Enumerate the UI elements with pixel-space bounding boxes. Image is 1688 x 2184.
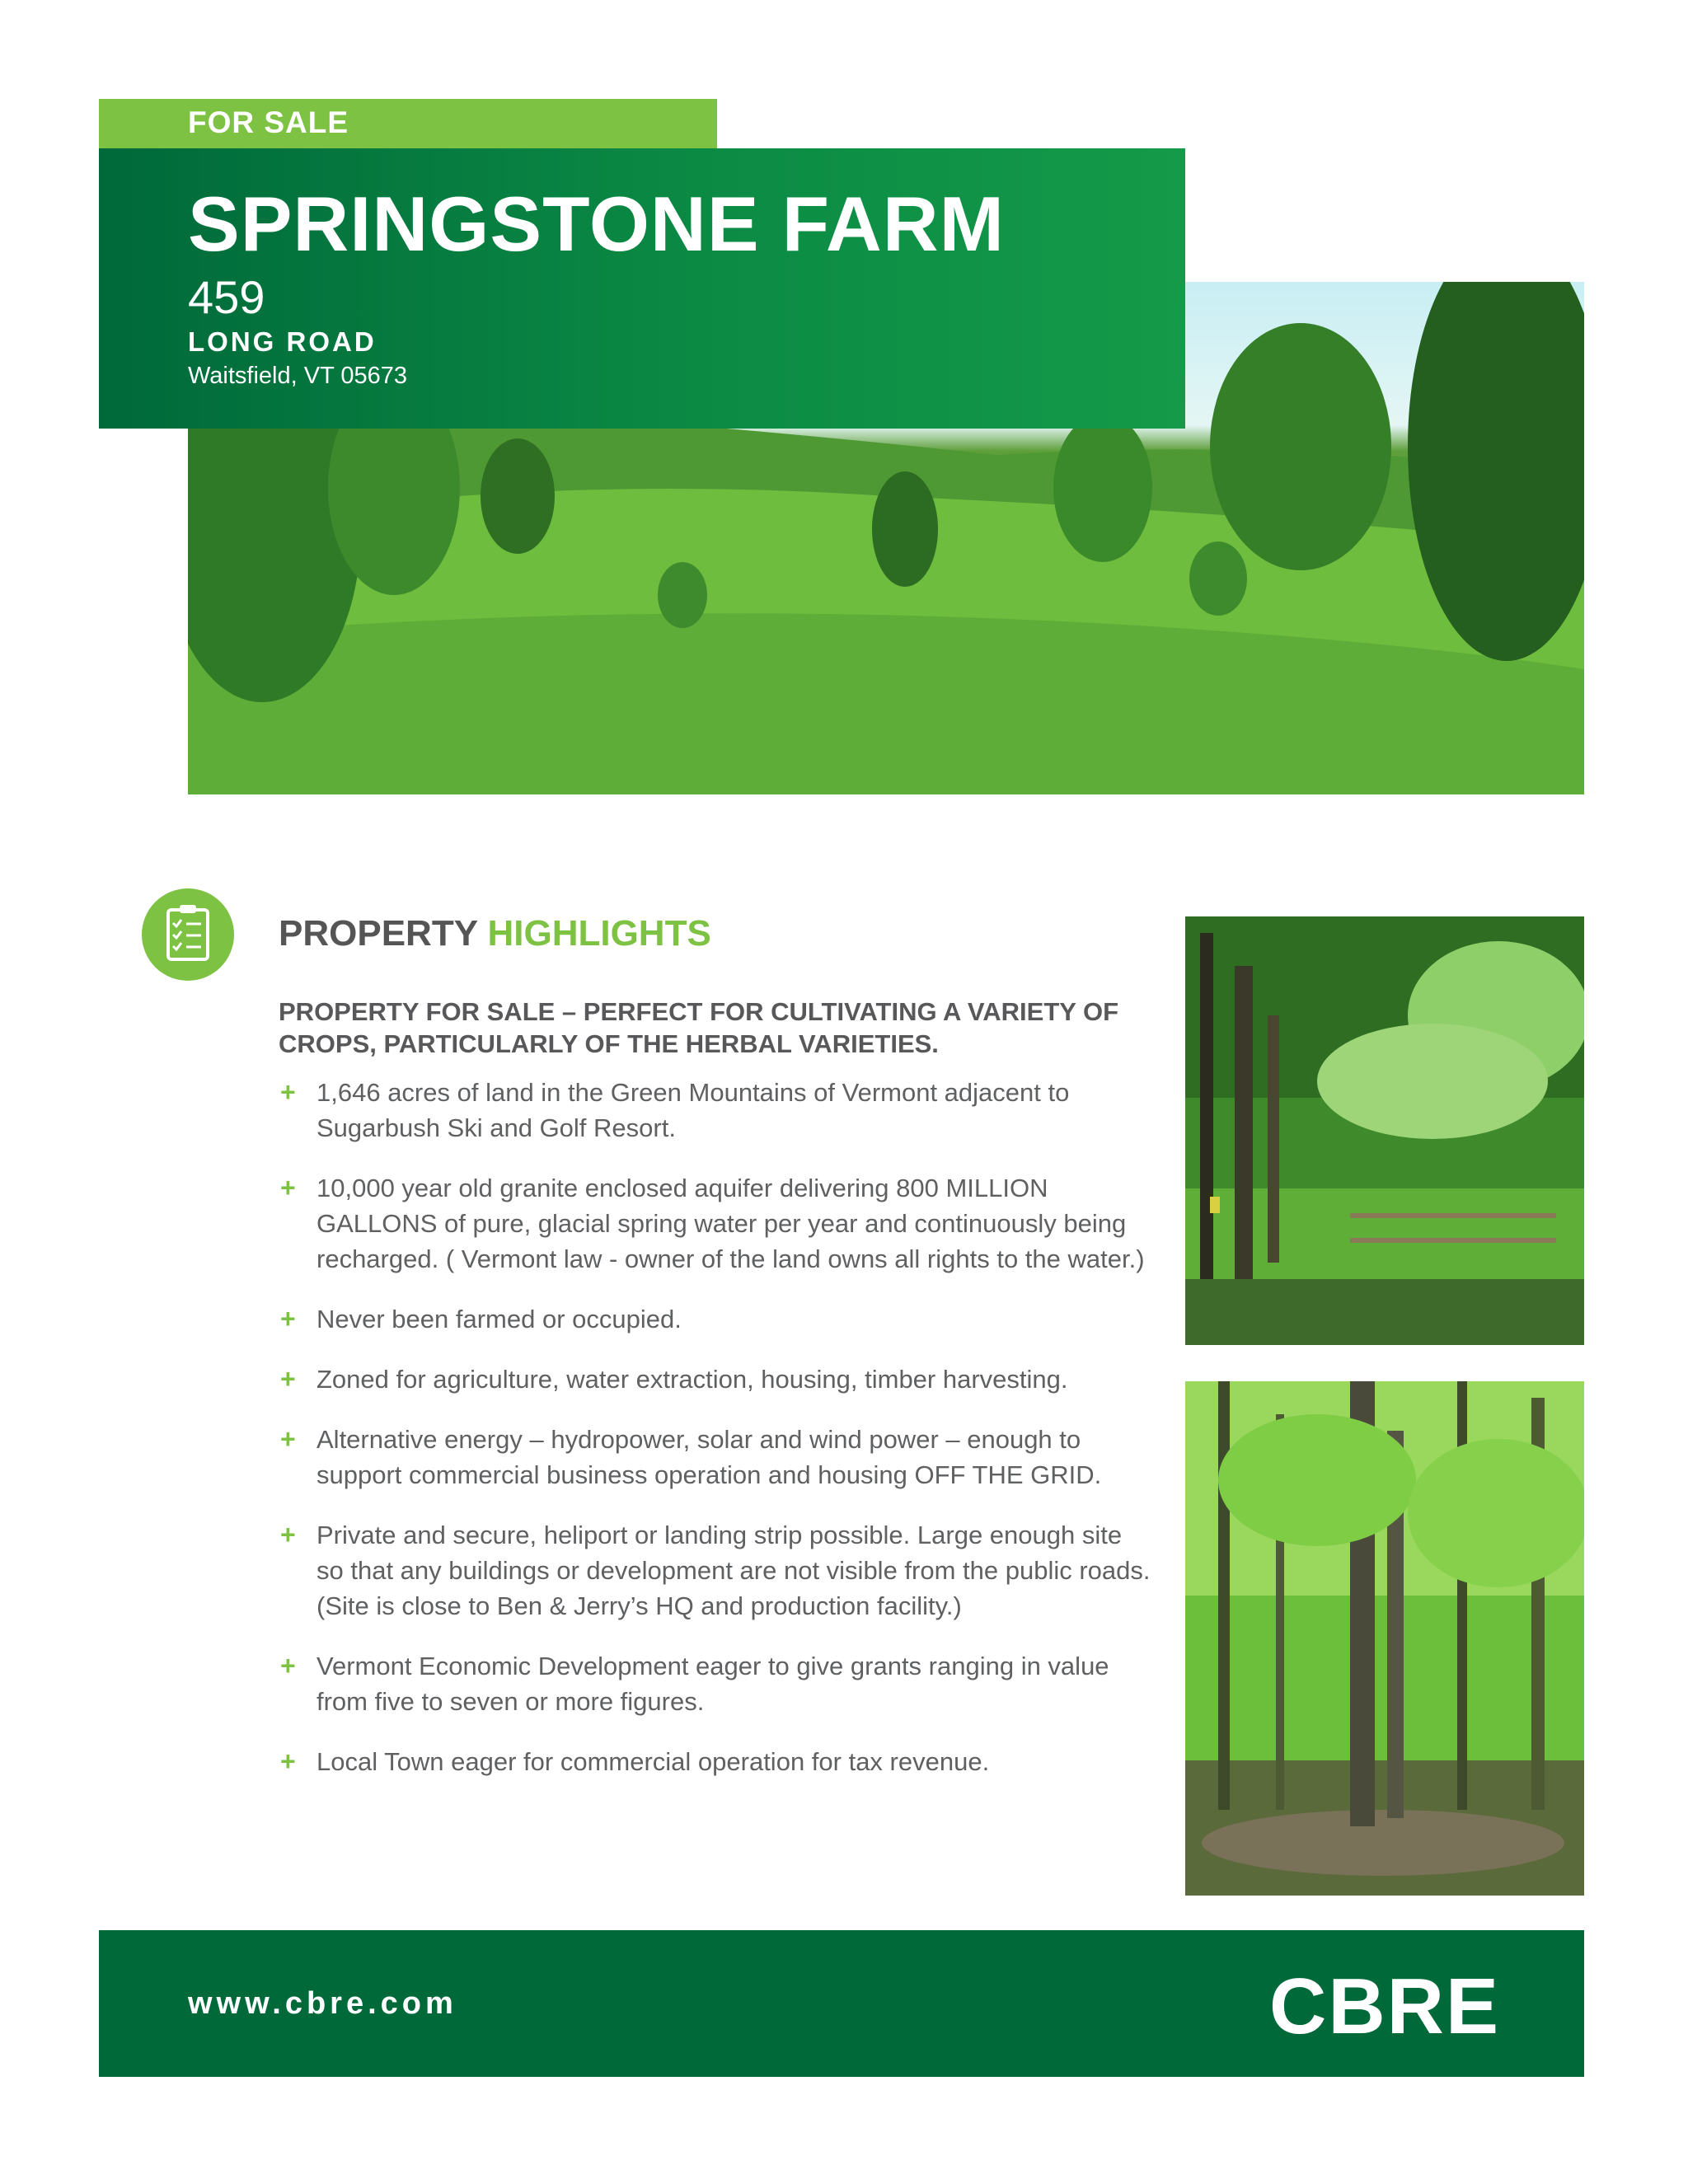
bullet-text: Alternative energy – hydropower, solar and wind power – enough to support commercial business operation and housing OFF THE GRID.: [316, 1425, 1102, 1489]
list-item: [279, 1517, 1152, 1624]
highlights-lead: PROPERTY FOR SALE – PERFECT FOR CULTIVATING A VARIETY OF CROPS, PARTICULARLY OF THE HERBAL VARIETIES.: [279, 997, 1119, 1058]
bullet-text: Zoned for agriculture, water extraction, housing, timber harvesting.: [316, 1365, 1068, 1394]
checklist-icon: [142, 888, 234, 981]
list-item: [279, 1648, 1152, 1719]
list-item: [279, 1170, 1152, 1277]
bullet-text: Private and secure, heliport or landing strip possible. Large enough site so that any buildings or development are not visible from the public roads. (Site is close to Ben & Jerry’s HQ and production facility.): [316, 1521, 1151, 1620]
footer-website-link[interactable]: www.cbre.com: [188, 1986, 457, 2021]
bullet-text: 10,000 year old granite enclosed aquifer delivering 800 MILLION GALLONS of pure, glacial spring water per year and continuously being recharged. ( Vermont law - owner of the land owns all rights to the water.): [316, 1174, 1145, 1273]
bullet-text: Vermont Economic Development eager to give grants ranging in value from five to seven or more figures.: [316, 1652, 1109, 1716]
plus-icon: +: [280, 1651, 296, 1680]
plus-icon: +: [280, 1746, 296, 1776]
list-item: [279, 1744, 1152, 1779]
address-street: LONG ROAD: [188, 326, 377, 357]
highlights-list: [279, 1075, 1152, 1804]
forest-gate-photo: [1185, 916, 1584, 1345]
plus-icon: +: [280, 1077, 296, 1107]
highlights-heading-part1: PROPERTY: [279, 913, 478, 954]
forest-trail-photo: [1185, 1381, 1584, 1896]
plus-icon: +: [280, 1304, 296, 1333]
list-item: [279, 1361, 1152, 1397]
bullet-text: Never been farmed or occupied.: [316, 1305, 682, 1333]
list-item: [279, 1301, 1152, 1337]
plus-icon: +: [280, 1364, 296, 1394]
highlights-heading: [279, 913, 711, 954]
bullet-text: 1,646 acres of land in the Green Mountains of Vermont adjacent to Sugarbush Ski and Golf Resort.: [316, 1078, 1070, 1142]
highlights-heading-part2: HIGHLIGHTS: [487, 913, 711, 954]
list-item: [279, 1422, 1152, 1493]
address-city: Waitsfield, VT 05673: [188, 363, 407, 389]
cbre-logo: CBRE: [1269, 1962, 1501, 2050]
address-number: 459: [188, 271, 265, 323]
property-title: SPRINGSTONE FARM: [188, 180, 1005, 267]
bullet-text: Local Town eager for commercial operation for tax revenue.: [316, 1747, 990, 1776]
plus-icon: +: [280, 1424, 296, 1454]
plus-icon: +: [280, 1520, 296, 1549]
list-item: [279, 1075, 1152, 1146]
for-sale-label: FOR SALE: [188, 105, 349, 139]
plus-icon: +: [280, 1173, 296, 1202]
